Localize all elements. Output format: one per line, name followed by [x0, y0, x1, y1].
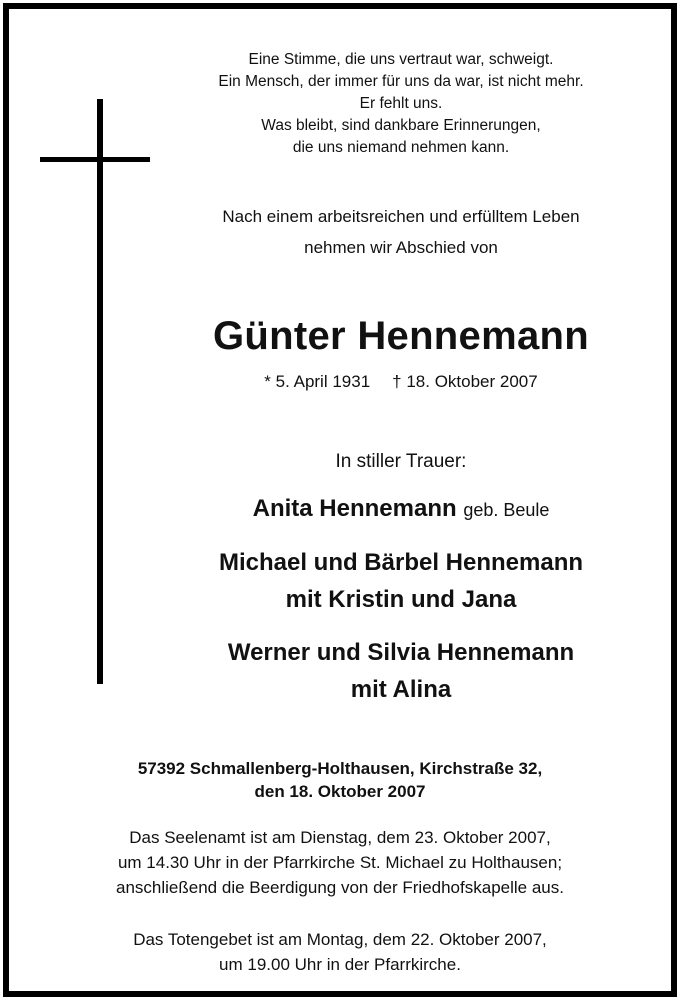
mourner-children: mit Alina	[350, 676, 452, 703]
requiem-mass-info	[23, 825, 657, 900]
service-line: Das Seelenamt ist am Dienstag, dem 23. Oktober 2007,	[129, 828, 551, 847]
death-date: † 18. Oktober 2007	[392, 372, 538, 391]
service-line: um 14.30 Uhr in der Pfarrkirche St. Michael zu Holthausen;	[117, 853, 563, 872]
birth-date: * 5. April 1931	[264, 372, 371, 391]
mourning-intro: In stiller Trauer:	[335, 451, 467, 472]
poem-line: Er fehlt uns.	[359, 95, 443, 112]
address-block	[23, 757, 657, 803]
maiden-name-note: geb. Beule	[463, 500, 550, 520]
mourner-entry	[139, 544, 663, 618]
mourner-entry	[139, 490, 663, 529]
obituary-notice	[3, 3, 677, 997]
mourner-name: Anita Hennemann	[252, 495, 457, 522]
poem-line: Eine Stimme, die uns vertraut war, schweigt.	[248, 51, 554, 68]
poem-line: die uns niemand nehmen kann.	[292, 139, 510, 156]
service-line: anschließend die Beerdigung von der Friedhofskapelle aus.	[116, 878, 564, 897]
life-dates	[139, 371, 663, 393]
cross-vertical-bar	[97, 99, 103, 684]
poem-line: Was bleibt, sind dankbare Erinnerungen,	[261, 117, 541, 134]
mourner-children: mit Kristin und Jana	[285, 586, 517, 613]
address-date: den 18. Oktober 2007	[254, 782, 426, 801]
service-line: um 19.00 Uhr in der Pfarrkirche.	[219, 955, 461, 974]
address-line: 57392 Schmallenberg-Holthausen, Kirchstraße 32,	[137, 759, 543, 778]
poem	[139, 49, 663, 159]
farewell-intro-line: Nach einem arbeitsreichen und erfülltem Leben	[222, 207, 580, 226]
service-line: Das Totengebet ist am Montag, dem 22. Oktober 2007,	[133, 930, 547, 949]
mourner-name: Michael und Bärbel Hennemann	[218, 549, 584, 576]
mourner-name: Werner und Silvia Hennemann	[227, 639, 575, 666]
cross-horizontal-bar	[40, 157, 150, 162]
mourner-entry	[139, 634, 663, 708]
farewell-intro	[139, 201, 663, 263]
deceased-name: Günter Hennemann	[213, 314, 589, 358]
prayer-service-info	[23, 927, 657, 977]
poem-line: Ein Mensch, der immer für uns da war, ist nicht mehr.	[218, 73, 584, 90]
farewell-intro-line: nehmen wir Abschied von	[304, 238, 498, 257]
